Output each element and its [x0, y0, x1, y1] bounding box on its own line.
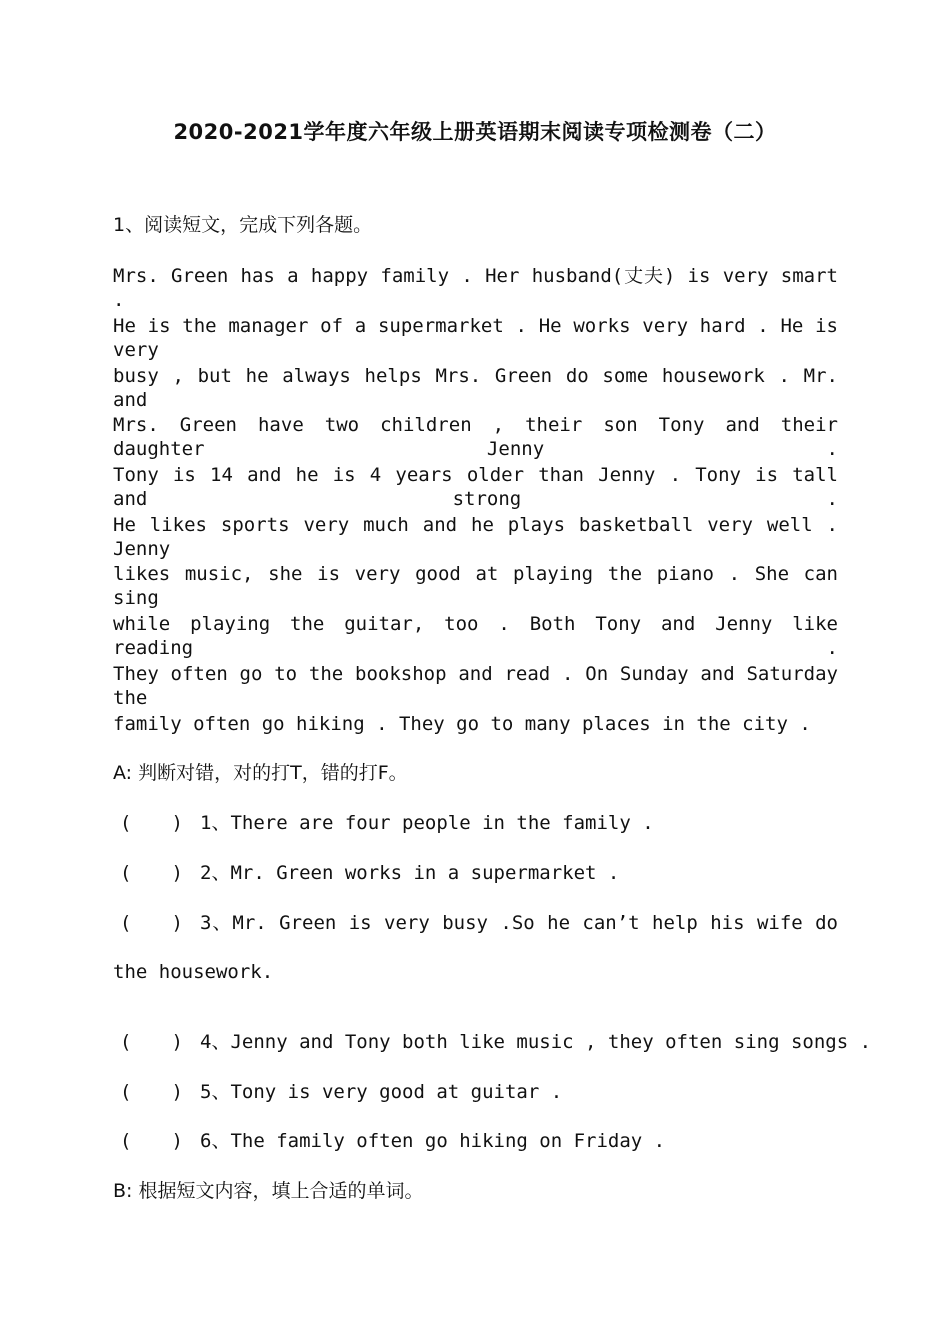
passage-line: He is the manager of a supermarket . He works very hard . He is very [113, 315, 838, 361]
passage-line: busy , but he always helps Mrs. Green do some housework . Mr. and [113, 365, 838, 411]
answer-paren-open[interactable]: ( [120, 812, 132, 834]
question-text: 3、Mr. Green is very busy .So he can’t help his wife do [200, 912, 838, 934]
answer-paren-open[interactable]: ( [120, 1130, 132, 1152]
question-item [120, 1030, 872, 1054]
passage-line: likes music, she is very good at playing the piano . She can sing [113, 563, 838, 609]
question-text: 1、There are four people in the family . [200, 812, 654, 834]
answer-paren-open[interactable]: ( [120, 862, 132, 884]
passage-line: while playing the guitar, too . Both Tony and Jenny like reading . [113, 613, 838, 659]
question-item [120, 1129, 838, 1153]
answer-paren-open[interactable]: ( [120, 1081, 132, 1103]
passage-line: Mrs. Green has a happy family . Her husband(丈夫) is very smart . [113, 265, 838, 311]
question-item [120, 1080, 838, 1104]
question-continuation: the housework. [113, 961, 274, 983]
passage-line: They often go to the bookshop and read . On Sunday and Saturday the [113, 663, 838, 709]
part-b-heading: B: 根据短文内容，填上合适的单词。 [113, 1180, 424, 1202]
passage-line: Tony is 14 and he is 4 years older than Jenny . Tony is tall and strong . [113, 464, 838, 510]
passage-line: Mrs. Green have two children , their son Tony and their daughter Jenny . [113, 414, 838, 460]
question-text: 2、Mr. Green works in a supermarket . [200, 862, 620, 884]
question-item [120, 861, 838, 885]
answer-paren-close: ) [171, 1130, 183, 1152]
answer-paren-close: ) [171, 912, 183, 934]
question-item [120, 811, 838, 835]
answer-paren-open[interactable]: ( [120, 912, 132, 934]
passage-line: family often go hiking . They go to many places in the city . [113, 713, 811, 735]
question-text: 5、Tony is very good at guitar . [200, 1081, 563, 1103]
page-title: 2020-2021学年度六年级上册英语期末阅读专项检测卷（二） [173, 120, 777, 144]
answer-paren-close: ) [171, 1031, 183, 1053]
part-a-heading: A: 判断对错，对的打T，错的打F。 [113, 762, 408, 784]
answer-paren-close: ) [171, 812, 183, 834]
answer-paren-open[interactable]: ( [120, 1031, 132, 1053]
passage-line: He likes sports very much and he plays basketball very well . Jenny [113, 514, 838, 560]
answer-paren-close: ) [171, 1081, 183, 1103]
question-text: 4、Jenny and Tony both like music , they often sing songs . [200, 1031, 872, 1053]
question-text: 6、The family often go hiking on Friday . [200, 1130, 666, 1152]
question-item [120, 911, 838, 935]
section-heading: 1、阅读短文，完成下列各题。 [113, 214, 373, 236]
answer-paren-close: ) [171, 862, 183, 884]
